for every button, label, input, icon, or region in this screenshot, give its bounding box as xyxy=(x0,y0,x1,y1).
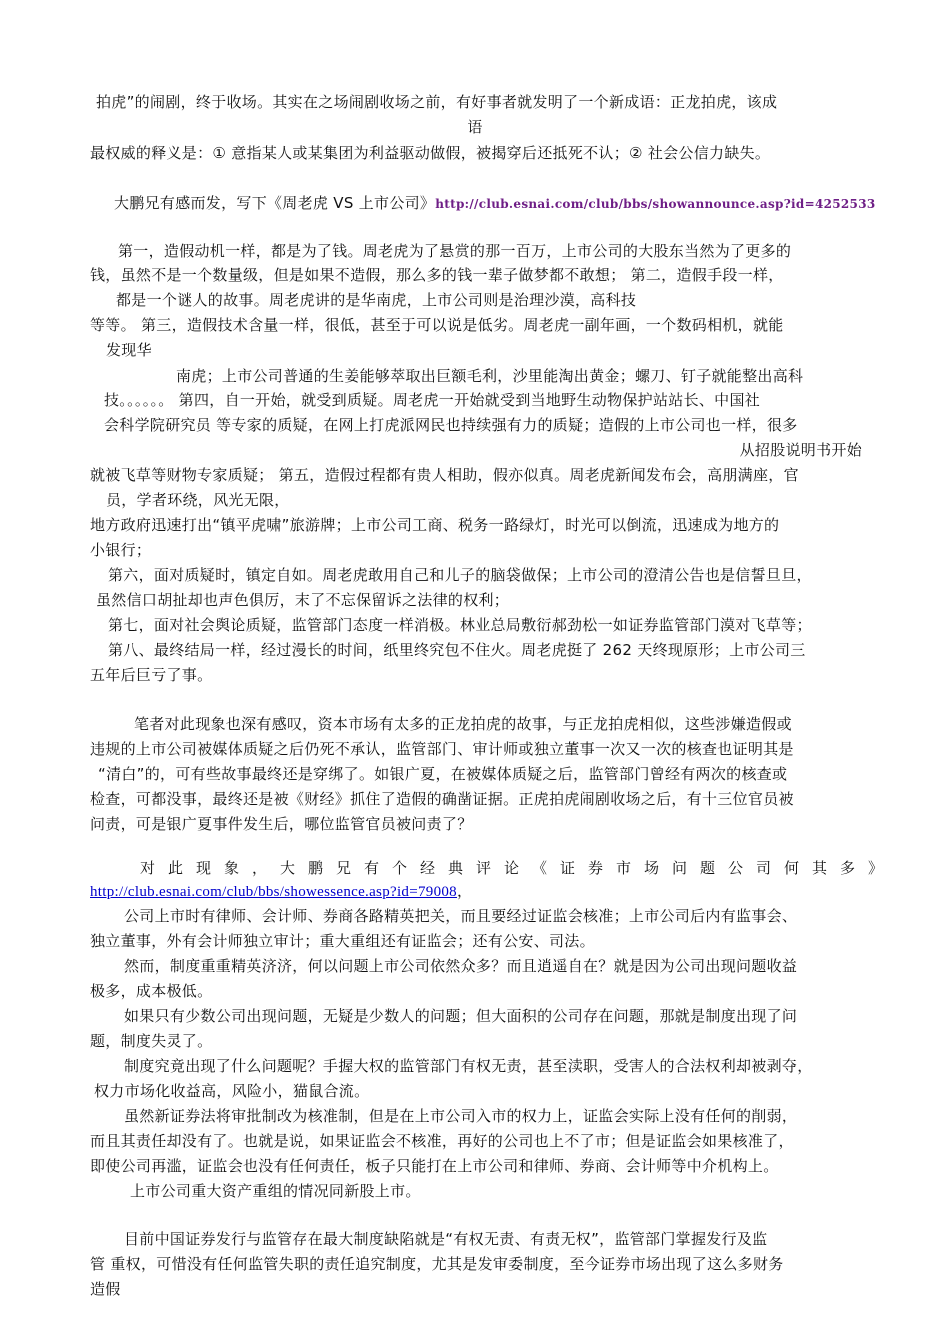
text-line xyxy=(90,880,472,903)
text-line: 问责，可是银广夏事件发生后，哪位监管官员被问责了？ xyxy=(90,815,473,833)
text-line: 对此现象，大鹏兄有个经典评论《证券市场问题公司何其多》 xyxy=(140,859,897,877)
punctuation: ， xyxy=(456,882,473,900)
text-line: 语 xyxy=(467,118,483,136)
text-line: 上市公司重大资产重组的情况同新股上市。 xyxy=(130,1182,421,1200)
text-line: 会科学院研究员 等专家的质疑，在网上打虎派网民也持续强有力的质疑；造假的上市公司也一样，很多 xyxy=(104,416,798,434)
text-line: 第八、最终结局一样，经过漫长的时间，纸里终究包不住火。周老虎挺了 262 天终现原形；上市公司三 xyxy=(108,641,806,659)
text-line: 就被飞草等财物专家质疑； 第五，造假过程都有贵人相助，假亦似真。周老虎新闻发布会，高朋满座，官 xyxy=(90,466,799,484)
text-line: 虽然新证券法将审批制改为核准制，但是在上市公司入市的权力上，证监会实际上没有任何的削弱， xyxy=(124,1107,798,1125)
text-line: 如果只有少数公司出现问题，无疑是少数人的问题；但大面积的公司存在问题，那就是制度出现了问 xyxy=(124,1007,798,1025)
text-line: 制度究竟出现了什么问题呢？手握大权的监管部门有权无责，甚至渎职，受害人的合法权利却被剥夺， xyxy=(124,1057,813,1075)
text-line: 技。。。。。。 第四，自一开始，就受到质疑。周老虎一开始就受到当地野生动物保护站站长、中国社 xyxy=(104,391,761,409)
text-line xyxy=(114,192,876,215)
text-line: 造假 xyxy=(90,1280,121,1298)
text-line: 虽然信口胡扯却也声色俱厉，末了不忘保留诉之法律的权利； xyxy=(96,591,510,609)
text-line: 等等。 第三，造假技术含量一样，很低，甚至于可以说是低劣。周老虎一副年画，一个数码相机，就能 xyxy=(90,316,784,334)
text-line: 权力市场化收益高，风险小，猫鼠合流。 xyxy=(94,1082,370,1100)
text-line: 南虎；上市公司普通的生姜能够萃取出巨额毛利，沙里能淘出黄金；螺刀、钉子就能整出高科 xyxy=(176,367,804,385)
text-line: 第一，造假动机一样，都是为了钱。周老虎为了悬赏的那一百万，上市公司的大股东当然为了更多的 xyxy=(118,242,792,260)
text-line: 笔者对此现象也深有感叹，资本市场有太多的正龙拍虎的故事，与正龙拍虎相似，这些涉嫌造假或 xyxy=(134,715,792,733)
text-line: 第六，面对质疑时，镇定自如。周老虎敢用自己和儿子的脑袋做保；上市公司的澄清公告也是信誓旦旦， xyxy=(108,566,812,584)
text-line: 小银行； xyxy=(90,541,152,559)
text-line: 即使公司再滥，证监会也没有任何责任，板子只能打在上市公司和律师、券商、会计师等中介机构上。 xyxy=(90,1157,779,1175)
text-line: 检查，可都没事，最终还是被《财经》抓住了造假的确凿证据。正虎拍虎闹剧收场之后，有十三位官员被 xyxy=(90,790,794,808)
text-line: 地方政府迅速打出“镇平虎啸”旅游牌；上市公司工商、税务一路绿灯，时光可以倒流，迅速成为地方的 xyxy=(90,516,780,534)
text-line: 从招股说明书开始 xyxy=(739,441,862,459)
text-line: 题，制度失灵了。 xyxy=(90,1032,213,1050)
forum-link-essence[interactable]: http://club.esnai.com/club/bbs/showessence.asp?id=79008 xyxy=(90,884,457,900)
text-line: 然而，制度重重精英济济，何以问题上市公司依然众多？而且逍遥自在？就是因为公司出现问题收益 xyxy=(124,957,798,975)
text-line: 最权威的释义是：① 意指某人或某集团为利益驱动做假，被揭穿后还抵死不认；② 社会公信力缺失。 xyxy=(90,144,771,162)
text-line: 发现华 xyxy=(106,341,152,359)
text-line: 管 重权，可惜没有任何监管失职的责任追究制度，尤其是发审委制度，至今证券市场出现了这么多财务 xyxy=(90,1255,784,1273)
text-line: 目前中国证券发行与监管存在最大制度缺陷就是“有权无责、有责无权”，监管部门掌握发行及监 xyxy=(124,1230,768,1248)
text-line: 违规的上市公司被媒体质疑之后仍死不承认，监管部门、审计师或独立董事一次又一次的核查也证明其是 xyxy=(90,740,794,758)
intro-text: 大鹏兄有感而发，写下《周老虎 VS 上市公司》 xyxy=(114,194,436,212)
text-line: 第七，面对社会舆论质疑，监管部门态度一样消极。林业总局敷衍郝劲松一如证券监管部门漠对飞草等； xyxy=(108,616,812,634)
text-line: 五年后巨亏了事。 xyxy=(90,666,213,684)
text-line: 员，学者环绕，风光无限， xyxy=(106,491,290,509)
text-line: “清白”的，可有些故事最终还是穿绑了。如银广夏，在被媒体质疑之后，监管部门曾经有两次的核查或 xyxy=(98,765,788,783)
text-line: 独立董事，外有会计师独立审计；重大重组还有证监会；还有公安、司法。 xyxy=(90,932,595,950)
text-line: 而且其责任却没有了。也就是说，如果证监会不核准，再好的公司也上不了市；但是证监会如果核准了， xyxy=(90,1132,794,1150)
text-line: 公司上市时有律师、会计师、券商各路精英把关，而且要经过证监会核准；上市公司后内有监事会、 xyxy=(124,907,798,925)
text-line: 钱，虽然不是一个数量级，但是如果不造假，那么多的钱一辈子做梦都不敢想； 第二，造假手段一样， xyxy=(90,266,784,284)
text-line: 极多，成本极低。 xyxy=(90,982,213,1000)
forum-link-announce[interactable]: http://club.esnai.com/club/bbs/showannounce.asp?id=4252533 xyxy=(435,197,876,211)
text-line: 都是一个谜人的故事。周老虎讲的是华南虎，上市公司则是治理沙漠，高科技 xyxy=(116,291,637,309)
text-line: 拍虎”的闹剧，终于收场。其实在之场闹剧收场之前，有好事者就发明了一个新成语：正龙拍虎，该成 xyxy=(96,93,778,111)
